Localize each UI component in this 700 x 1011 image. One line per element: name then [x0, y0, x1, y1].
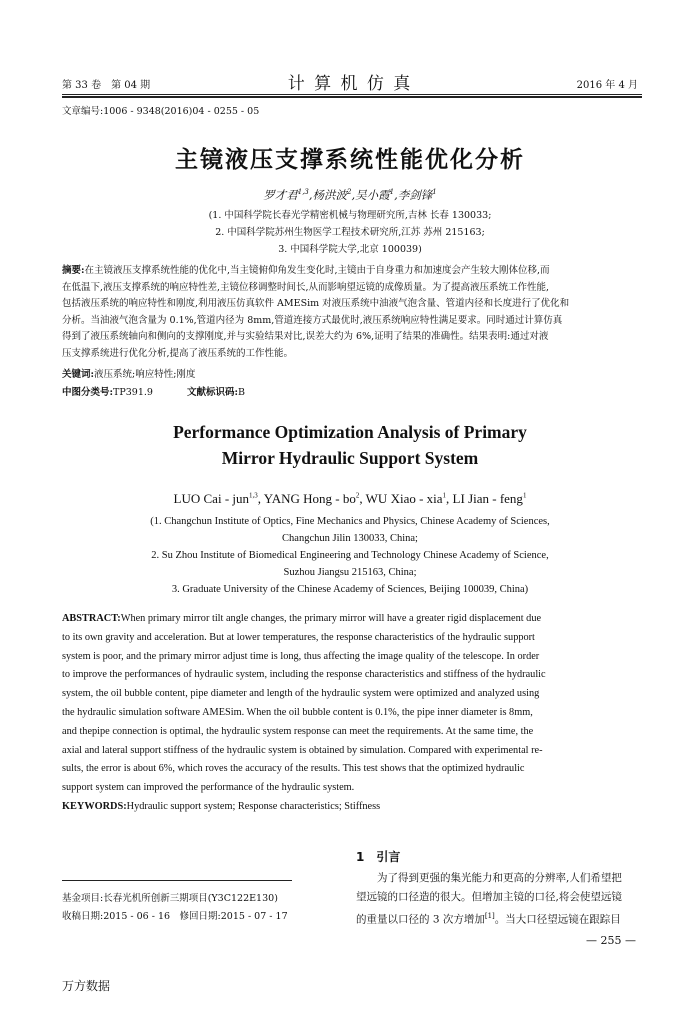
english-title — [0, 419, 700, 471]
publication-date: 2016 年 4 月 — [576, 80, 638, 91]
footnote-rule — [62, 880, 292, 881]
english-title-line-1: Performance Optimization Analysis of Primary — [173, 422, 527, 442]
abstract-label-cn: 摘要: — [62, 265, 85, 276]
english-affiliation-3: 3. Graduate University of the Chinese Academy of Sciences, Beijing 100039, China) — [171, 584, 529, 595]
classification-line: 中图分类号:TP391.9 文献标识码:B — [62, 387, 245, 398]
english-title-line-2: Mirror Hydraulic Support System — [221, 448, 479, 468]
journal-volume-issue: 第 33 卷 第 04 期 — [62, 80, 151, 91]
english-affiliations — [0, 513, 700, 598]
abstract-label-en: ABSTRACT: — [62, 613, 121, 624]
received-dates: 收稿日期:2015 - 06 - 16 修回日期:2015 - 07 - 17 — [62, 911, 288, 922]
article-number: 文章编号:1006 - 9348(2016)04 - 0255 - 05 — [62, 106, 260, 117]
english-abstract: ABSTRACT:When primary mirror tilt angle changes, the primary mirror will have a greater rigid displacement due to its own gravity and acceleration. But at lower temperatures, the response characteristics of the hydraulic support system is poor, and the primary mirror adjust time is long, thus affecting the image quality of the telescope. In order to improve the performances of hydraulic system, including the response characteristics and stiffness of the hydraulic system, the oil bubble content, pipe diameter and length of the hydraulic system were optimized and analyzed using the hydraulic simulation software AMESim. When the oil bubble content is 0.1%, the pipe inner diameter is 8mm, and thepipe connection is optimal, the hydraulic system response can meet the requirements. At the same time, the axial and lateral support stiffness of the hydraulic system is obtained by simulation. Compared with experimental re- sults, the error is about 6%, which roves the accuracy of the results. This test shows that the optimized hydraulic support system can improved the performance of the hydraulic system. KEYWORDS:Hydraulic support system; Response characteristics; Stiffness — [62, 613, 546, 812]
chinese-affiliation-1: (1. 中国科学院长春光学精密机械与物理研究所,吉林 长春 130033; — [208, 210, 492, 221]
header-rule-thin — [62, 94, 642, 95]
english-affiliation-1-city: Changchun Jilin 130033, China; — [282, 533, 418, 544]
english-affiliation-1: (1. Changchun Institute of Optics, Fine Mechanics and Physics, Chinese Academy of Sciences, — [150, 516, 550, 527]
chinese-authors: 罗才君$^{1,3}$,杨洪波$^2$,吴小霞$^1$,李剑锋$^1$ — [263, 188, 437, 202]
english-authors: LUO Cai - jun$^{1,3}$, YANG Hong - $bo^2$, WU Xiao - xia$^1$, LI Jian - feng$^1$ — [173, 491, 527, 506]
chinese-title: 主镜液压支撑系统性能优化分析 — [175, 147, 525, 173]
journal-title: 计 算 机 仿 真 — [287, 74, 413, 94]
page-number: — 255 — — [586, 934, 636, 947]
chinese-abstract: 摘要:在主镜液压支撑系统性能的优化中,当主镜俯仰角发生变化时,主镜由于自身重力和加速度会产生较大刚体位移,而 在低温下,液压支撑系统的响应特性差,主镜位移调整时间长,从而影响望远镜的成像质量。为了提高液压系统工作性能, 包括液压系统的响应特性和刚度,利用液压仿真软件 AMESim 对液压系统中油液气泡含量、管道内径和长度进行了优化和 分析。当油液气泡含量为 0.1%,管道内径为 8mm,管道连接方式最优时,液压系统响应特性满足要求。同时通过计算仿真 得到了液压系统轴向和侧向的支撑刚度,并与实验结果对比,误差大约为 6%,证明了结果的准确性。结果表明:通过对液 压支撑系统进行优化分析,提高了液压系统的工作性能。 — [62, 265, 570, 359]
funding-note: 基金项目:长春光机所创新三期项目(Y3C122E130) — [62, 893, 278, 904]
section-heading-introduction: 1 引言 — [356, 850, 401, 864]
database-watermark: 万方数据 — [62, 979, 111, 993]
citation-ref: [1] — [484, 912, 495, 920]
introduction-body: 为了得到更强的集光能力和更高的分辨率,人们希望把 望远镜的口径造的很大。但增加主镜的口径,将会使望远镜 的重量以口径的 3 次方增加[1]。当大口径望远镜在跟踪目 — [356, 872, 622, 926]
chinese-affiliation-3: 3. 中国科学院大学,北京 100039) — [278, 244, 422, 255]
chinese-affiliation-2: 2. 中国科学院苏州生物医学工程技术研究所,江苏 苏州 215163; — [215, 227, 485, 238]
chinese-keywords: 关键词:液压系统;响应特性;刚度 — [62, 369, 196, 380]
english-affiliation-2-city: Suzhou Jiangsu 215163, China; — [283, 567, 417, 578]
english-affiliation-2: 2. Su Zhou Institute of Biomedical Engineering and Technology Chinese Academy of Science, — [151, 550, 549, 561]
keywords-label-en: KEYWORDS: — [62, 800, 127, 812]
header-rule-thick — [62, 96, 642, 98]
